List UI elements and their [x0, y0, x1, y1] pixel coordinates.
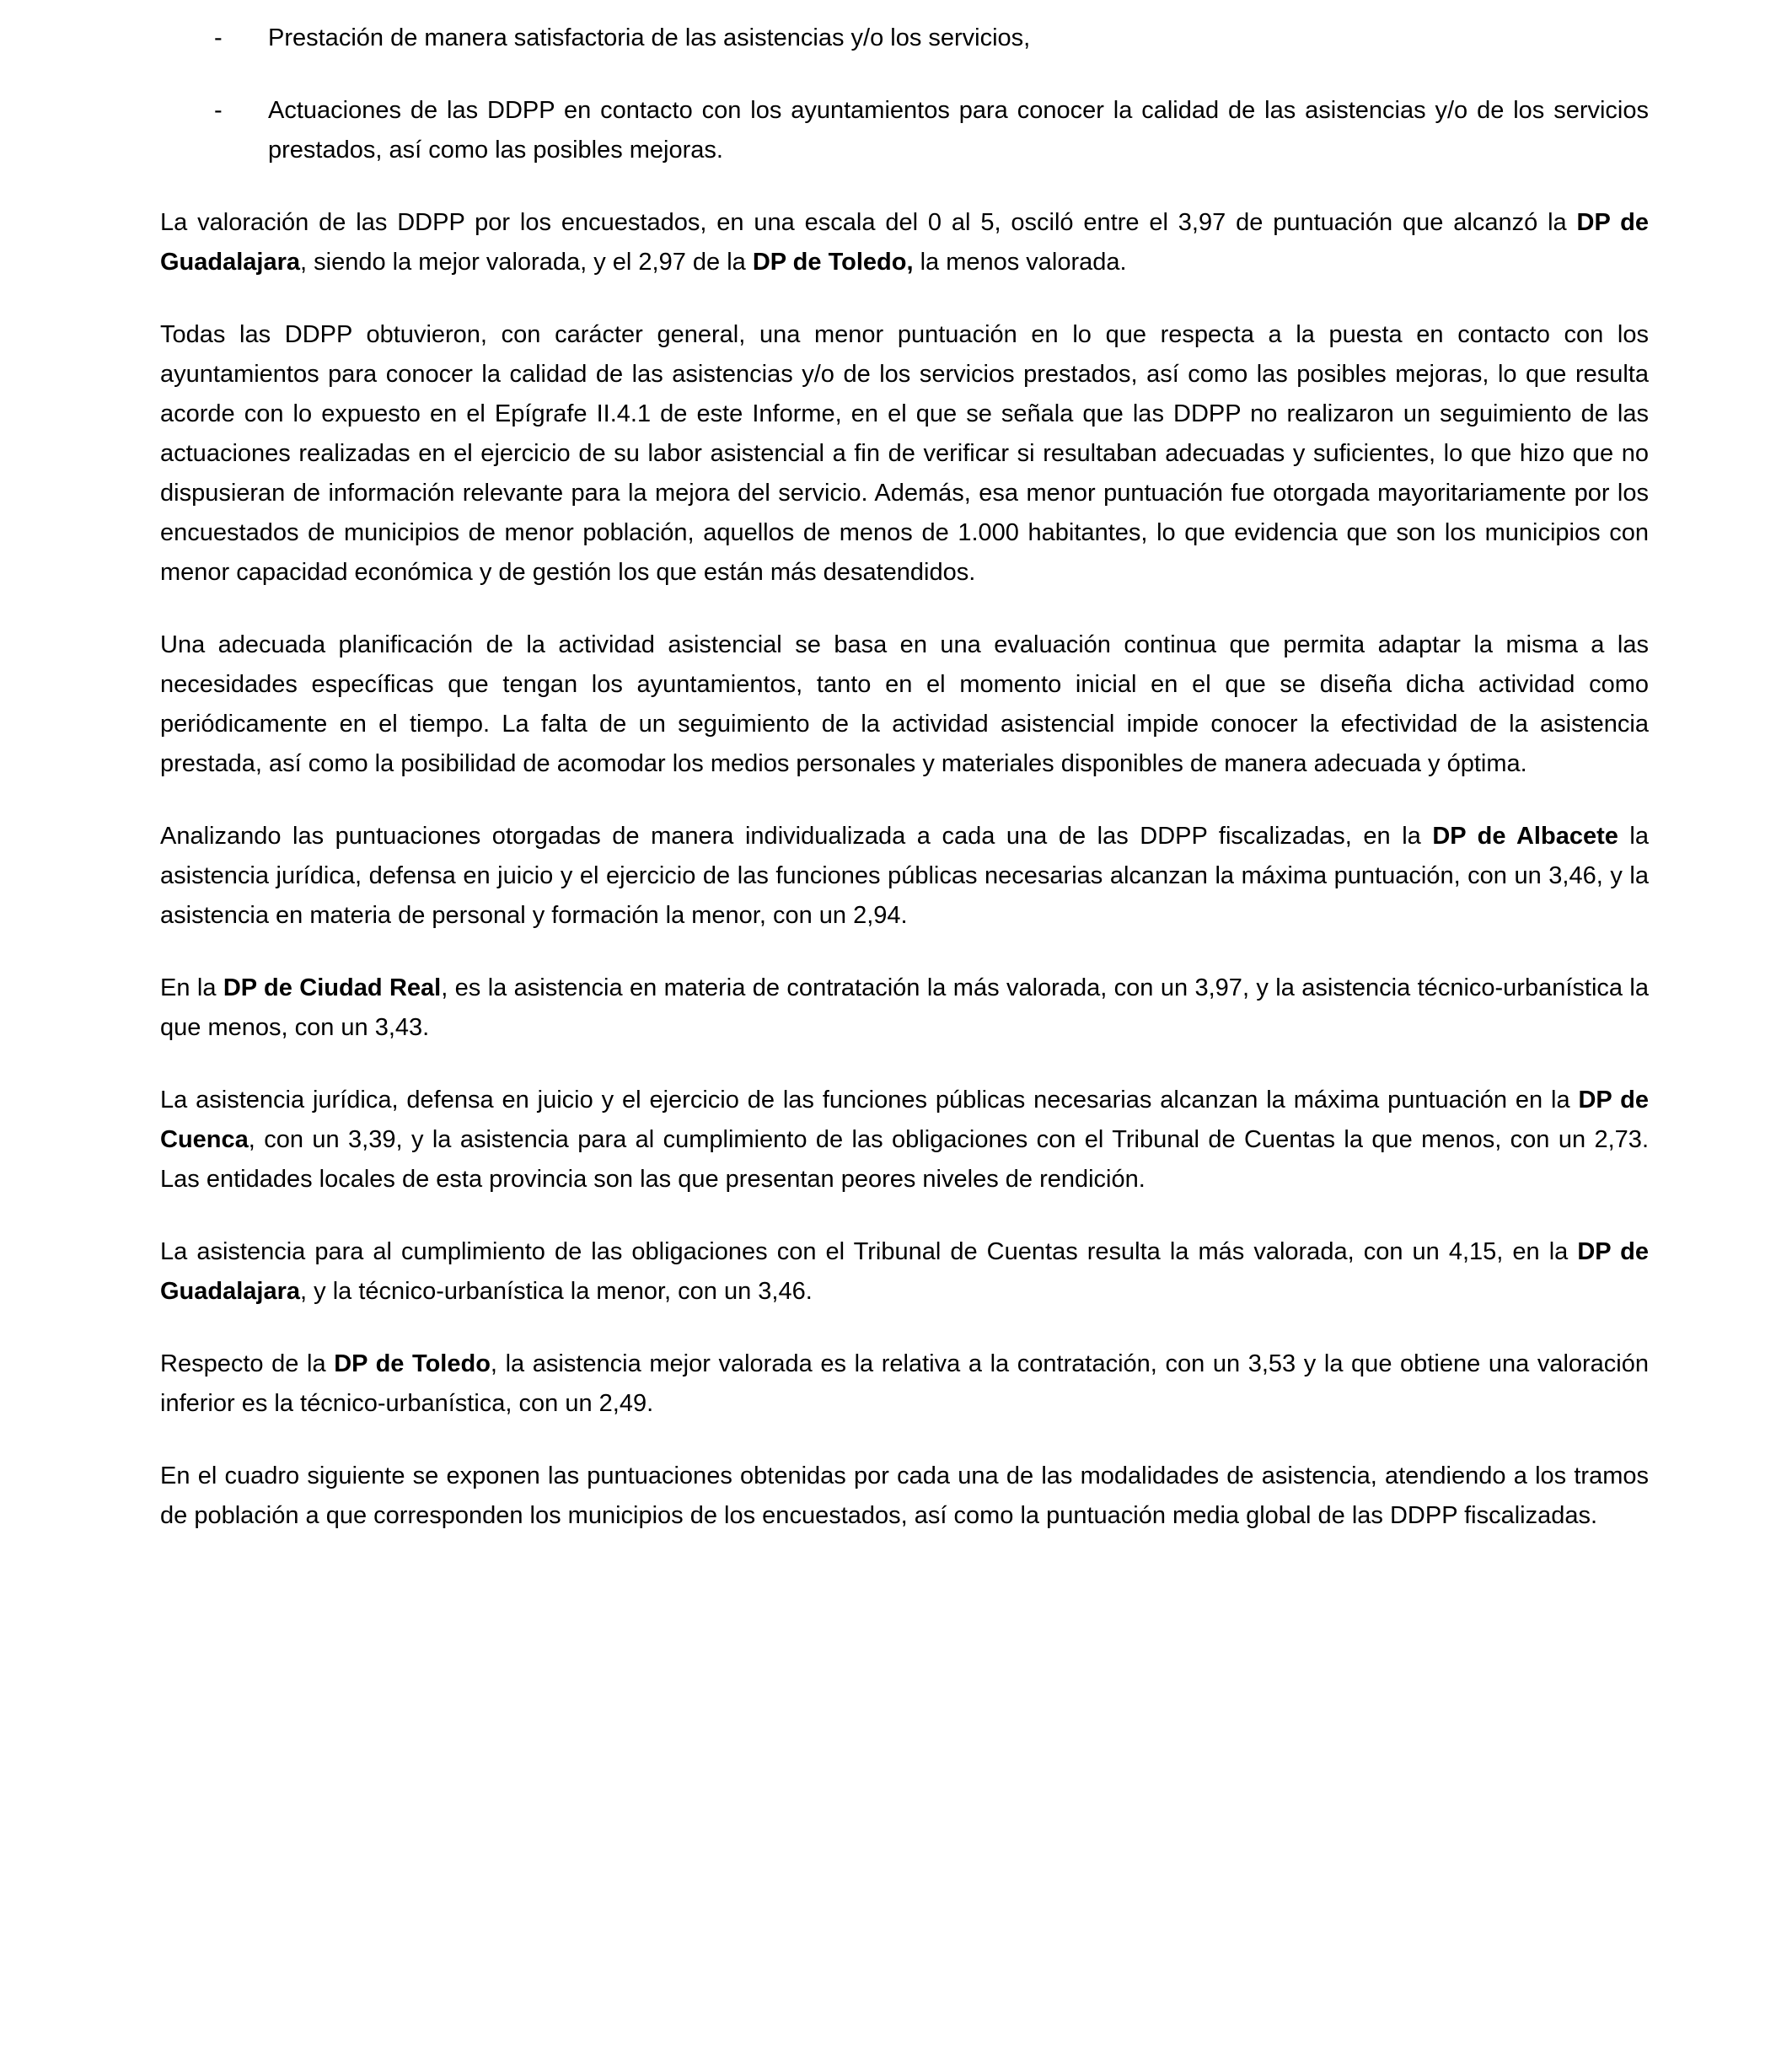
paragraph-planificacion: Una adecuada planificación de la actividad asistencial se basa en una evaluación continua que permita adaptar la misma a las necesidades específicas que tengan los ayuntamientos, tanto en el momento inicial en el que se diseña dicha actividad como periódicamente en el tiempo. La falta de un seguimiento de la actividad asistencial impide conocer la efectividad de la asistencia prestada, así como la posibilidad de acomodar los medios personales y materiales disponibles de manera adecuada y óptima. — [160, 631, 1649, 777]
paragraph-dp-albacete: Analizando las puntuaciones otorgadas de manera individualizada a cada una de las DDPP fiscalizadas, en la DP de Albacete la asistencia jurídica, defensa en juicio y el ejercicio de las funciones públicas necesarias alcanzan la máxima puntuación, con un 3,46, y la asistencia en materia de personal y formación la menor, con un 2,94. — [160, 823, 1650, 929]
bullet-item — [160, 91, 1649, 170]
paragraph-dp-toledo: Respecto de la DP de Toledo, la asistencia mejor valorada es la relativa a la contratación, con un 3,53 y la que obtiene una valoración inferior es la técnico-urbanística, con un 2,49. — [160, 1350, 1650, 1417]
paragraph-dp-guadalajara: La asistencia para al cumplimiento de las obligaciones con el Tribunal de Cuentas resulta la más valorada, con un 4,15, en la DP de Guadalajara, y la técnico-urbanística la menor, con un 3,46. — [160, 1238, 1649, 1305]
paragraph-dp-ciudad-real: En la DP de Ciudad Real, es la asistencia en materia de contratación la más valorada, con un 3,97, y la asistencia técnico-urbanística la que menos, con un 3,43. — [160, 974, 1649, 1041]
bullet-dash: - — [214, 24, 223, 51]
bullet-item — [160, 19, 1649, 58]
bullet-text: Actuaciones de las DDPP en contacto con los ayuntamientos para conocer la calidad de las asistencias y/o de los servicios prestados, así como las posibles mejoras. — [268, 97, 1649, 164]
bullet-dash: - — [214, 97, 223, 124]
bullet-text: Prestación de manera satisfactoria de las asistencias y/o los servicios, — [268, 24, 1031, 51]
paragraph-todas-las-ddpp: Todas las DDPP obtuvieron, con carácter general, una menor puntuación en lo que respecta a la puesta en contacto con los ayuntamientos para conocer la calidad de las asistencias y/o de los servicios prestados, así como las posibles mejoras, lo que resulta acorde con lo expuesto en el Epígrafe II.4.1 de este Informe, en el que se señala que las DDPP no realizaron un seguimiento de las actuaciones realizadas en el ejercicio de su labor asistencial a fin de verificar si resultaban adecuadas y suficientes, lo que hizo que no dispusieran de información relevante para la mejora del servicio. Además, esa menor puntuación fue otorgada mayoritariamente por los encuestados de municipios de menor población, aquellos de menos de 1.000 habitantes, lo que evidencia que son los municipios con menor capacidad económica y de gestión los que están más desatendidos. — [160, 321, 1649, 586]
paragraph-dp-cuenca: La asistencia jurídica, defensa en juicio y el ejercicio de las funciones públicas necesarias alcanzan la máxima puntuación en la DP de Cuenca, con un 3,39, y la asistencia para al cumplimiento de las obligaciones con el Tribunal de Cuentas la que menos, con un 2,73. Las entidades locales de esta provincia son las que presentan peores niveles de rendición. — [160, 1087, 1649, 1193]
paragraph-valoracion-ddpp: La valoración de las DDPP por los encuestados, en una escala del 0 al 5, osciló entre el 3,97 de puntuación que alcanzó la DP de Guadalajara, siendo la mejor valorada, y el 2,97 de la DP de Toledo, la menos valorada. — [160, 209, 1649, 276]
paragraph-cuadro-siguiente: En el cuadro siguiente se exponen las puntuaciones obtenidas por cada una de las modalidades de asistencia, atendiendo a los tramos de población a que corresponden los municipios de los encuestados, así como la puntuación media global de las DDPP fiscalizadas. — [160, 1462, 1649, 1529]
